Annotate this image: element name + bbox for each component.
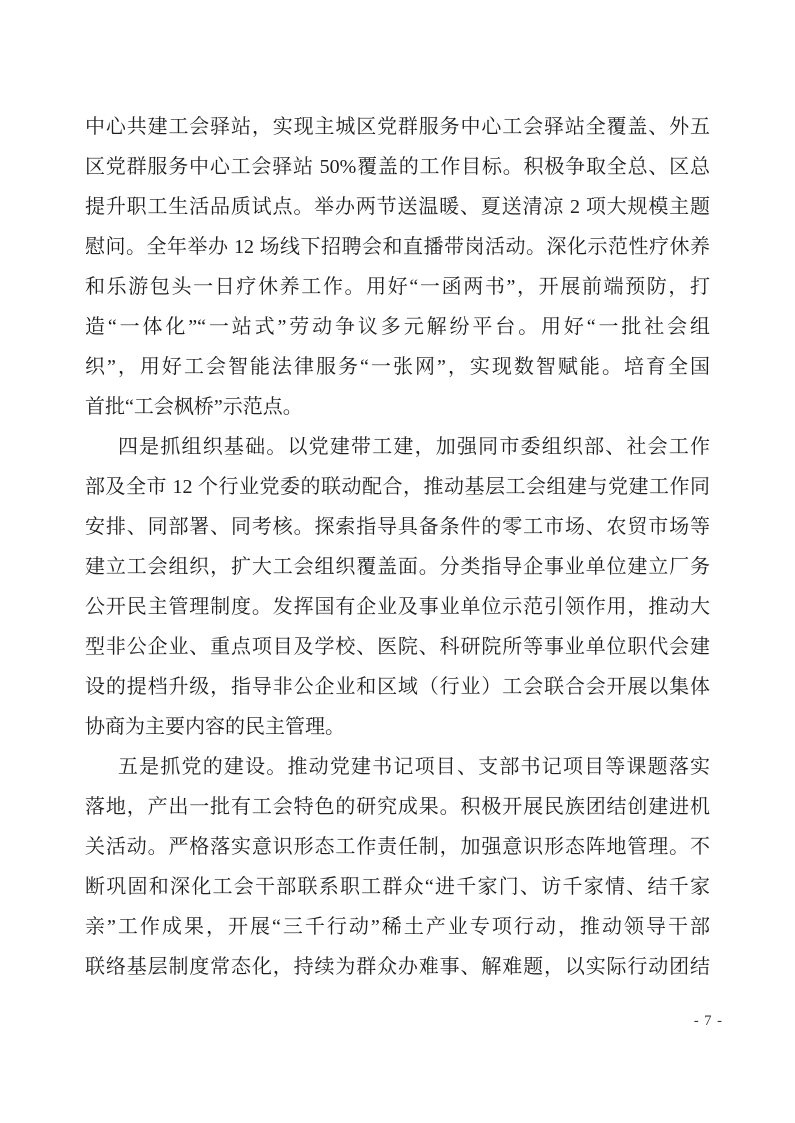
text-line: 和乐游包头一日疗休养工作。用好“一函两书”，开展前端预防，打: [85, 276, 710, 298]
text-line: 中心共建工会驿站，实现主城区党群服务中心工会驿站全覆盖、外五: [85, 116, 710, 138]
text-line: 首批“工会枫桥”示范点。: [85, 396, 303, 418]
paragraph-3: [85, 747, 710, 987]
text-line: 协商为主要内容的民主管理。: [85, 716, 345, 738]
paragraph-1: [85, 107, 710, 427]
text-line: 部及全市 12 个行业党委的联动配合，推动基层工会组建与党建工作同: [85, 476, 710, 498]
text-line: 落地，产出一批有工会特色的研究成果。积极开展民族团结创建进机: [85, 796, 710, 818]
text-line: 区党群服务中心工会驿站 50%覆盖的工作目标。积极争取全总、区总: [85, 156, 710, 178]
paragraph-2: [85, 427, 710, 747]
text-line: 联络基层制度常态化，持续为群众办难事、解难题，以实际行动团结: [85, 956, 710, 978]
text-line: 亲”工作成果，开展“三千行动”稀土产业专项行动，推动领导干部: [85, 916, 710, 938]
text-line: 织”，用好工会智能法律服务“一张网”，实现数智赋能。培育全国: [85, 356, 710, 378]
text-line: 提升职工生活品质试点。举办两节送温暖、夏送清凉 2 项大规模主题: [85, 196, 710, 218]
text-line: 建立工会组织，扩大工会组织覆盖面。分类指导企事业单位建立厂务: [85, 556, 710, 578]
text-line: 型非公企业、重点项目及学校、医院、科研院所等事业单位职代会建: [85, 636, 710, 658]
document-text-block: [85, 107, 710, 987]
text-line: 四是抓组织基础。以党建带工建，加强同市委组织部、社会工作: [118, 436, 710, 458]
text-line: 公开民主管理制度。发挥国有企业及事业单位示范引领作用，推动大: [85, 596, 710, 618]
text-line: 慰问。全年举办 12 场线下招聘会和直播带岗活动。深化示范性疗休养: [85, 236, 710, 258]
text-line: 五是抓党的建设。推动党建书记项目、支部书记项目等课题落实: [118, 756, 710, 778]
page-number: - 7 -: [693, 1013, 723, 1029]
text-line: 造“一体化”“一站式”劳动争议多元解纷平台。用好“一批社会组: [85, 316, 710, 338]
text-line: 关活动。严格落实意识形态工作责任制，加强意识形态阵地管理。不: [85, 836, 710, 858]
text-line: 安排、同部署、同考核。探索指导具备条件的零工市场、农贸市场等: [85, 516, 710, 538]
text-line: 断巩固和深化工会干部联系职工群众“进千家门、访千家情、结千家: [85, 876, 710, 898]
text-line: 设的提档升级，指导非公企业和区域（行业）工会联合会开展以集体: [85, 676, 710, 698]
